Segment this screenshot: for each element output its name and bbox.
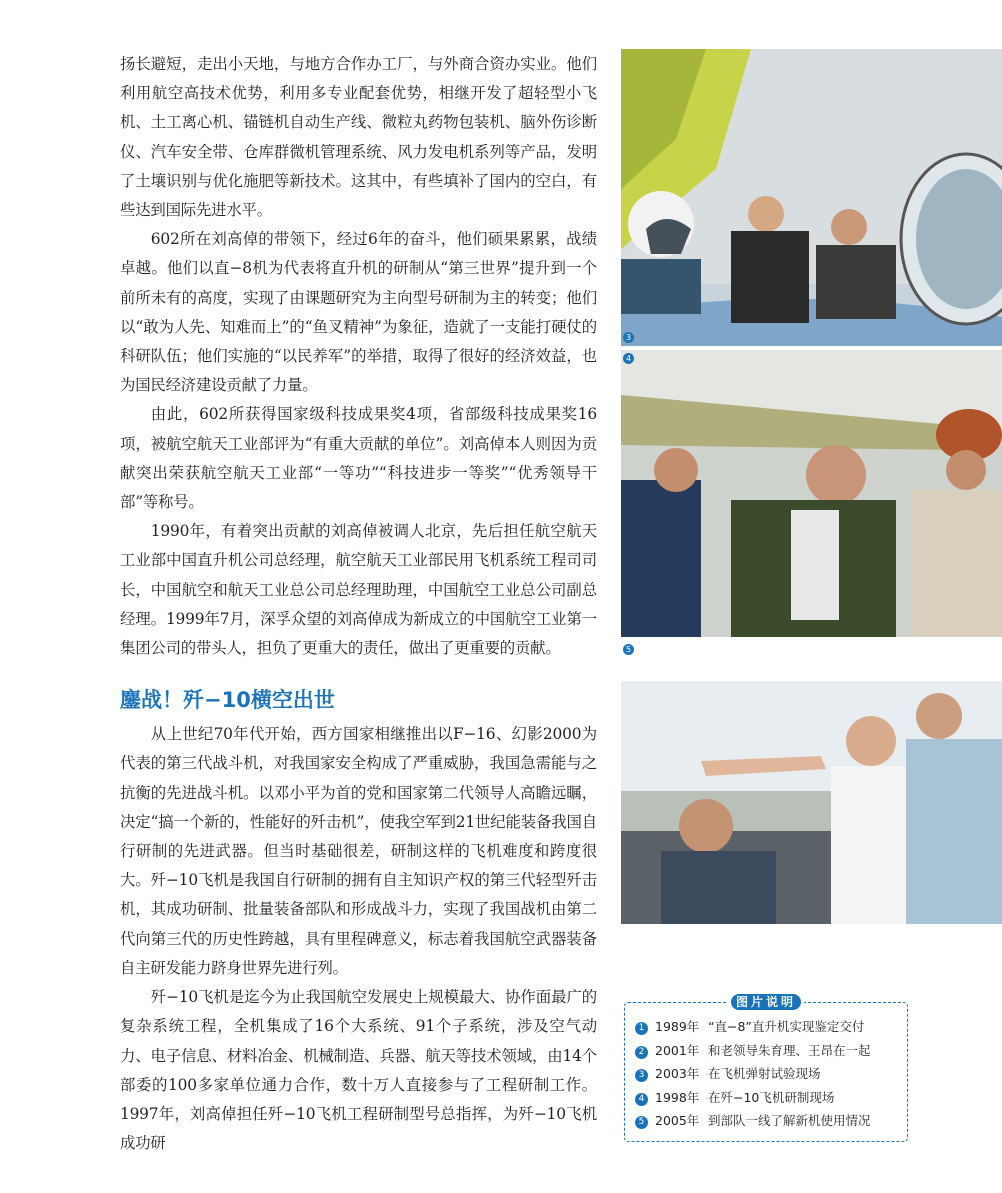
photo-number-badge: 5 (623, 644, 634, 655)
caption-text: 和老领导朱育理、王昂在一起 (708, 1042, 871, 1058)
section-heading: 鏖战！歼−10横空出世 (120, 688, 335, 713)
airfield-scene-image (621, 350, 1002, 637)
caption-year: 1989年 (655, 1019, 700, 1034)
caption-year: 1998年 (655, 1089, 700, 1105)
caption-number: 3 (635, 1069, 648, 1082)
section-paragraph: 从上世纪70年代开始，西方国家相继推出以F−16、幻影2000为代表的第三代战斗机，对我国家安全构成了严重威胁，我国急需能与之抗衡的先进战斗机。以邓小平为首的党和国家第二代领导人高瞻远瞩，决定“搞一个新的，性能好的歼击机”，使我空军到21世纪能装备我国自行研制的先进武器。但当时基础很差，研制这样的飞机难度和跨度很大。歼−10飞机是我国自行研制的拥有自主知识产权的第三代轻型歼击机，其成功研制、批量装备部队和形成战斗力，实现了我国战机由第二代向第三代的历史性跨越，具有里程碑意义，标志着我国航空武器装备自主研发能力跻身世界先进行列。 (120, 725, 597, 977)
photo-unit-visit (621, 641, 1002, 924)
caption-number: 1 (635, 1022, 648, 1035)
article-paragraph: 1990年，有着突出贡献的刘高倬被调人北京，先后担任航空航天工业部中国直升机公司总经理，航空航天工业部民用飞机系统工程司司长，中国航空和航天工业总公司总经理助理，中国航空工业总公司副总经理。1999年7月，深孚众望的刘高倬成为新成立的中国航空工业第一集团公司的带头人，担负了更重大的责任，做出了更重要的贡献。 (120, 522, 597, 658)
caption-year: 2005年 (655, 1113, 700, 1128)
caption-number: 4 (635, 1093, 648, 1106)
caption-year: 2001年 (655, 1042, 700, 1058)
caption-item (635, 1064, 907, 1088)
article-paragraph: 由此，602所获得国家级科技成果奖4项，省部级科技成果奖16项，被航空航天工业部评为“有重大贡献的单位”。刘高倬本人则因为贡献突出荣获航空航天工业部“一等功”“科技进步一等奖”“优秀领导干部”等称号。 (120, 405, 597, 512)
photo-j10-site (621, 350, 1002, 637)
cockpit-scene-image (621, 49, 1002, 346)
section-paragraph: 歼−10飞机是迄今为止我国航空发展史上规模最大、协作面最广的复杂系统工程，全机集成了16个大系统、91个子系统，涉及空气动力、电子信息、材料冶金、机械制造、兵器、航天等技术领域，由14个部委的100多家单位通力合作，数十万人直接参与了工程研制工作。1997年，刘高倬担任歼−10飞机工程研制型号总指挥，为歼−10飞机成功研 (120, 988, 597, 1153)
caption-text: 到部队一线了解新机使用情况 (708, 1113, 871, 1128)
caption-number: 5 (635, 1116, 648, 1129)
control-tower-scene-image (621, 641, 1002, 924)
caption-text: 在歼−10飞机研制现场 (708, 1089, 835, 1105)
caption-item (635, 1041, 907, 1065)
caption-item (635, 1017, 907, 1041)
article-text-column (120, 50, 597, 1158)
article-paragraph: 602所在刘高倬的带领下，经过6年的奋斗，他们硕果累累，战绩卓越。他们以直−8机为代表将直升机的研制从“第三世界”提升到一个前所未有的高度，实现了由课题研究为主向型号研制为主的转变；他们以“敢为人先、知难而上”的“鱼叉精神”为象征，造就了一支能打硬仗的科研队伍；他们实施的“以民养军”的举措，取得了很好的经济效益，也为国民经济建设贡献了力量。 (120, 230, 597, 395)
photo-caption-box (624, 995, 908, 1142)
caption-list (625, 1003, 907, 1135)
photo-number-badge: 3 (623, 332, 634, 343)
caption-year: 2003年 (655, 1066, 700, 1081)
caption-text: 在飞机弹射试验现场 (708, 1066, 821, 1081)
article-paragraph: 扬长避短，走出小天地，与地方合作办工厂，与外商合资办实业。他们利用航空高技术优势，利用多专业配套优势，相继开发了超轻型小飞机、土工离心机、锚链机自动生产线、微粒丸药物包装机、脑外伤诊断仪、汽车安全带、仓库群微机管理系统、风力发电机系列等产品，发明了土壤识别与优化施肥等新技术。这其中，有些填补了国内的空白，有些达到国际先进水平。 (120, 55, 597, 220)
caption-item (635, 1111, 907, 1135)
caption-item (635, 1088, 907, 1112)
photo-number-badge: 4 (623, 353, 634, 364)
caption-number: 2 (635, 1046, 648, 1059)
caption-text: “直−8”直升机实现鉴定交付 (708, 1019, 865, 1034)
caption-title: 图片说明 (728, 994, 804, 1010)
photo-ejection-test (621, 49, 1002, 346)
